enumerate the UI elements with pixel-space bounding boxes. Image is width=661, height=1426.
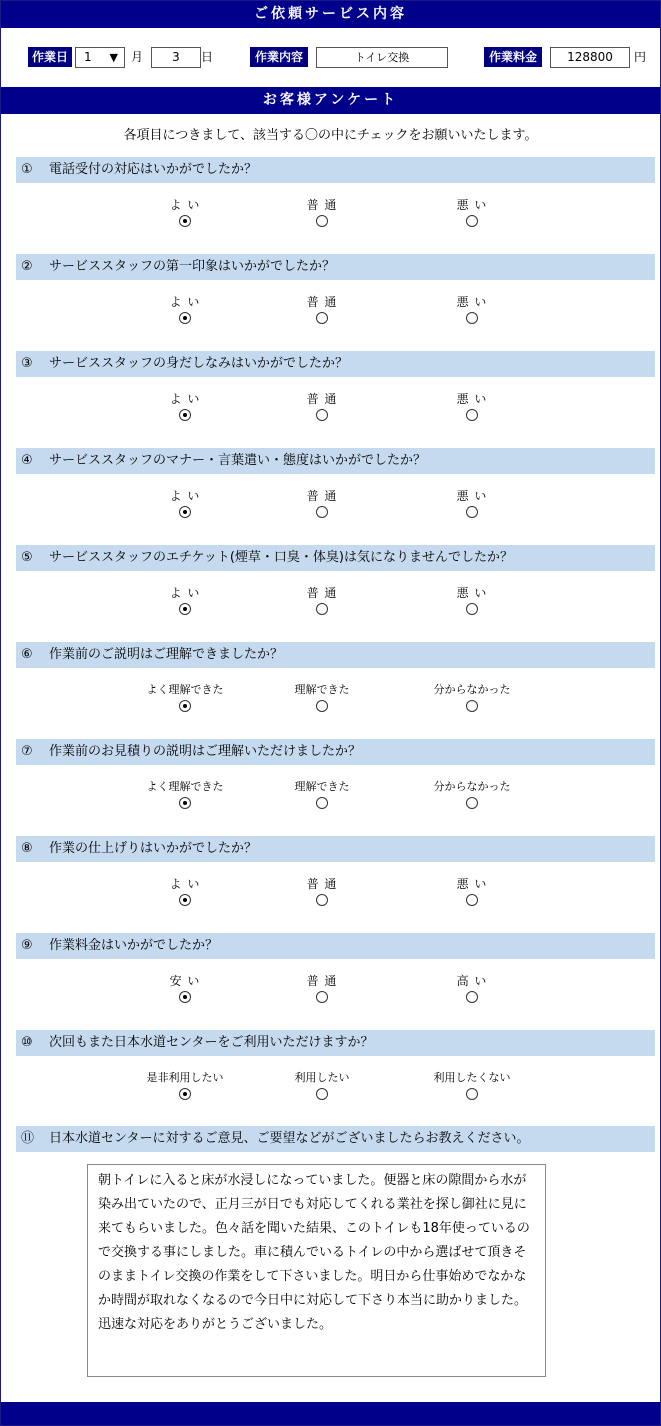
option-label: 利用したい	[294, 1071, 350, 1084]
option-radio[interactable]	[179, 312, 191, 324]
question-text: 作業の仕上げりはいかがでしたか？	[49, 841, 258, 856]
option-label: よ い	[169, 392, 201, 406]
option-radio[interactable]	[179, 700, 191, 712]
option-radio[interactable]	[466, 797, 478, 809]
survey-header: お客様アンケート	[1, 87, 660, 114]
option-label: よ い	[169, 586, 201, 600]
fee-unit: 円	[634, 50, 647, 64]
option-label: 普 通	[306, 392, 338, 406]
chevron-down-icon: ▼	[109, 51, 118, 64]
option-label: 悪 い	[456, 877, 488, 891]
option-radio[interactable]	[466, 1088, 478, 1100]
option-label: 普 通	[306, 198, 338, 212]
option-label: 普 通	[306, 489, 338, 503]
question-number: ③	[21, 356, 33, 371]
option-label: 利用したくない	[433, 1071, 511, 1084]
option-radio[interactable]	[179, 1088, 191, 1100]
option-label: 悪 い	[456, 198, 488, 212]
option-label: 理解できた	[294, 780, 350, 793]
question-text: サービススタッフのエチケット(煙草・口臭・体臭)は気になりませんでしたか？	[49, 550, 513, 565]
option-radio[interactable]	[179, 215, 191, 227]
question-header	[16, 157, 655, 183]
option-radio[interactable]	[466, 894, 478, 906]
option-label: よ い	[169, 295, 201, 309]
day-input[interactable]: 3	[151, 47, 201, 68]
comment-textarea[interactable]: 朝トイレに入ると床が水浸しになっていました。便器と床の隙間から水が染み出ていたので、正月三が日でも対応してくれる業社を探し御社に見に来てもらいました。色々話を聞いた結果、このトイレも18年使っているので交換する事にしました。車に積んでいるトイレの中から選ばせて頂きそのままトイレ交換の作業をして下さいました。明日から仕事始めでなかなか時間が取れなくなるので今日中に対応して下さり本当に助かりました。迅速な対応をありがとうございました。	[87, 1164, 546, 1377]
question-header	[16, 739, 655, 765]
month-value: 1	[84, 50, 92, 64]
option-label: 高 い	[456, 974, 488, 988]
question-text: サービススタッフの第一印象はいかがでしたか？	[49, 259, 336, 274]
option-label: 悪 い	[456, 295, 488, 309]
question-text: 作業前のお見積りの説明はご理解いただけましたか？	[49, 744, 362, 759]
option-label: 安 い	[169, 974, 201, 988]
option-radio[interactable]	[316, 700, 328, 712]
service-details-header: ご依頼サービス内容	[1, 1, 660, 28]
option-radio[interactable]	[316, 215, 328, 227]
option-radio[interactable]	[179, 797, 191, 809]
option-radio[interactable]	[179, 991, 191, 1003]
question-header	[16, 642, 655, 668]
option-label: 分からなかった	[433, 780, 511, 793]
option-label: 悪 い	[456, 392, 488, 406]
option-label: よ い	[169, 489, 201, 503]
option-label: 普 通	[306, 295, 338, 309]
option-label: 悪 い	[456, 489, 488, 503]
question-text: 日本水道センターに対するご意見、ご要望などがございましたらお教えください。	[49, 1131, 530, 1146]
work-fee-field[interactable]: 128800	[550, 47, 630, 68]
work-date-label: 作業日	[28, 47, 72, 67]
option-radio[interactable]	[466, 700, 478, 712]
option-label: 是非利用したい	[146, 1071, 224, 1084]
question-number: ⑧	[21, 841, 33, 856]
question-text: 作業前のご説明はご理解できましたか？	[49, 647, 284, 662]
option-radio[interactable]	[466, 506, 478, 518]
option-radio[interactable]	[316, 1088, 328, 1100]
option-radio[interactable]	[316, 312, 328, 324]
option-radio[interactable]	[316, 409, 328, 421]
question-header	[16, 351, 655, 377]
question-number: ⑤	[21, 550, 33, 565]
option-label: 理解できた	[294, 683, 350, 696]
work-content-label: 作業内容	[250, 47, 308, 67]
question-text: 電話受付の対応はいかがでしたか？	[49, 162, 258, 177]
question-number: ④	[21, 453, 33, 468]
work-fee-label: 作業料金	[484, 47, 542, 67]
option-label: 悪 い	[456, 586, 488, 600]
option-label: 普 通	[306, 974, 338, 988]
month-select[interactable]	[75, 47, 125, 68]
question-header	[16, 545, 655, 571]
option-radio[interactable]	[316, 506, 328, 518]
option-label: よ い	[169, 198, 201, 212]
option-label: 分からなかった	[433, 683, 511, 696]
option-label: よく理解できた	[146, 683, 224, 696]
footer-bar	[1, 1402, 660, 1425]
option-radio[interactable]	[466, 991, 478, 1003]
question-header	[16, 836, 655, 862]
question-number: ②	[21, 259, 33, 274]
option-radio[interactable]	[316, 603, 328, 615]
question-number: ⑩	[21, 1035, 33, 1050]
option-radio[interactable]	[466, 215, 478, 227]
option-label: 普 通	[306, 877, 338, 891]
option-label: よ い	[169, 877, 201, 891]
question-number: ⑪	[21, 1131, 35, 1146]
option-label: よく理解できた	[146, 780, 224, 793]
question-header	[16, 254, 655, 280]
option-radio[interactable]	[179, 409, 191, 421]
option-radio[interactable]	[179, 506, 191, 518]
question-number: ⑨	[21, 938, 33, 953]
month-unit: 月	[131, 50, 144, 64]
option-radio[interactable]	[466, 603, 478, 615]
survey-intro: 各項目につきまして、該当する〇の中にチェックをお願いいたします。	[123, 128, 538, 143]
work-info-row	[0, 44, 661, 70]
option-radio[interactable]	[179, 894, 191, 906]
option-radio[interactable]	[466, 312, 478, 324]
comment-question-header	[16, 1126, 655, 1152]
option-radio[interactable]	[466, 409, 478, 421]
question-header	[16, 448, 655, 474]
day-unit: 日	[201, 50, 214, 64]
option-radio[interactable]	[316, 797, 328, 809]
question-text: サービススタッフのマナー・言葉遣い・態度はいかがでしたか？	[49, 453, 427, 468]
question-number: ⑦	[21, 744, 33, 759]
work-content-field[interactable]: トイレ交換	[316, 47, 448, 68]
option-radio[interactable]	[179, 603, 191, 615]
option-label: 普 通	[306, 586, 338, 600]
option-radio[interactable]	[316, 894, 328, 906]
question-number: ⑥	[21, 647, 33, 662]
option-radio[interactable]	[316, 991, 328, 1003]
question-header	[16, 1030, 655, 1056]
question-text: サービススタッフの身だしなみはいかがでしたか？	[49, 356, 349, 371]
question-text: 作業料金はいかがでしたか？	[49, 938, 219, 953]
question-header	[16, 933, 655, 959]
question-number: ①	[21, 162, 33, 177]
question-text: 次回もまた日本水道センターをご利用いただけますか？	[49, 1035, 374, 1050]
